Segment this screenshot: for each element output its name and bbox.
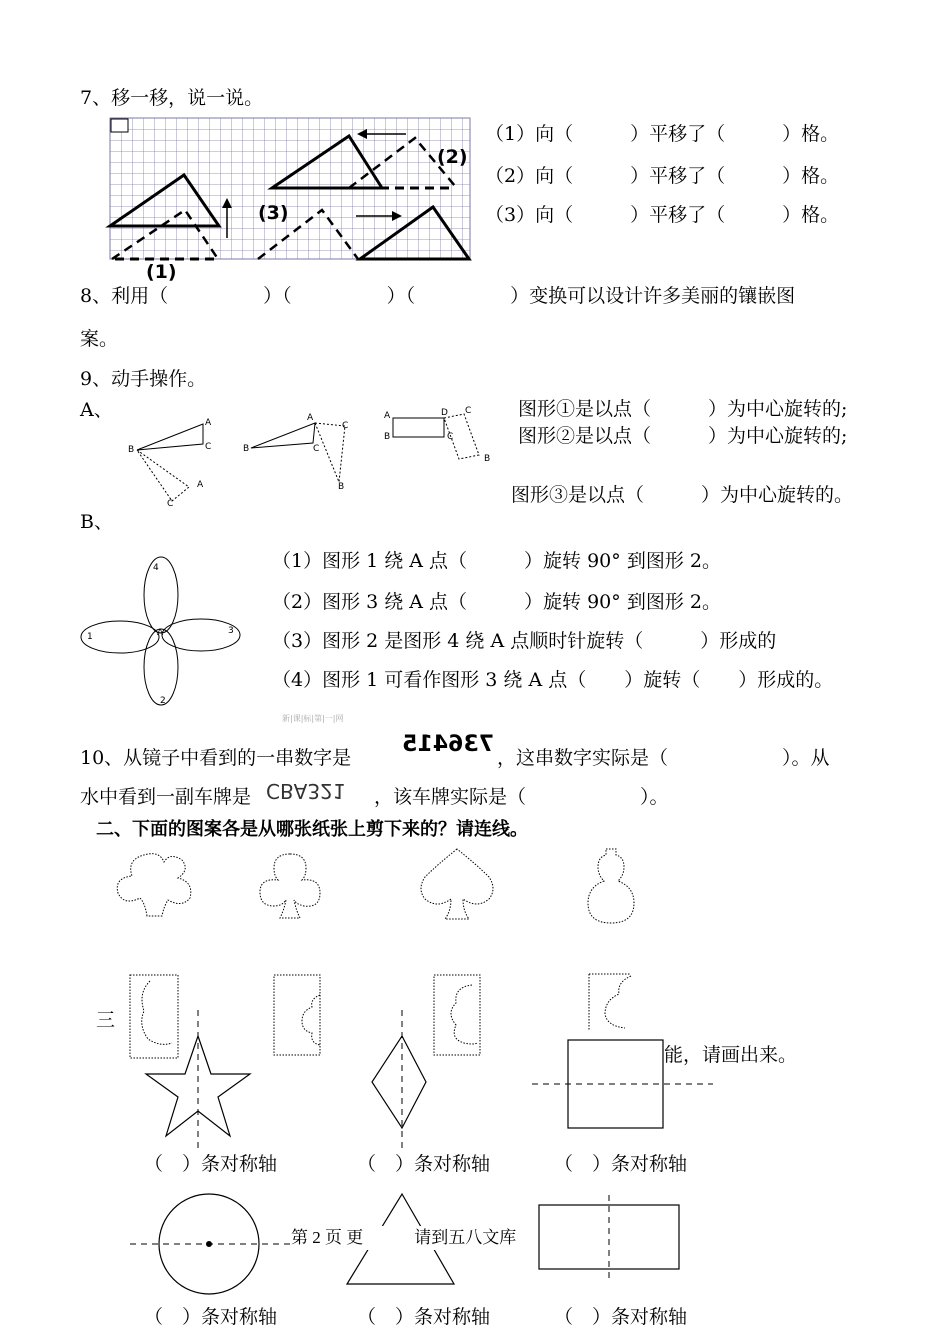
q7-line-3: （3）向（ ）平移了（ ）格。 bbox=[485, 204, 840, 226]
petal-label-2: 2 bbox=[160, 696, 166, 706]
q9-b-line-4: （4）图形 1 可看作图形 3 绕 A 点（ ）旋转（ ）形成的。 bbox=[272, 669, 834, 691]
fig1-label-a2: A bbox=[197, 480, 204, 490]
paper-2 bbox=[272, 973, 327, 1058]
fig1-label-b: B bbox=[128, 445, 135, 455]
axis-label-4: （ ）条对称轴 bbox=[144, 1306, 278, 1328]
rhombus-figure bbox=[365, 1010, 445, 1155]
section-3-title-start: 三 bbox=[96, 1009, 116, 1031]
petal-center-label-a: A bbox=[157, 628, 164, 638]
q9-part-a: A、 bbox=[80, 399, 113, 421]
cut-shape-trefoil bbox=[112, 848, 197, 923]
fig-label-3: (3) bbox=[258, 202, 289, 224]
cut-shape-gourd bbox=[578, 845, 643, 930]
fig1-label-c: C bbox=[205, 442, 212, 452]
rectangle-figure bbox=[535, 1195, 685, 1280]
q7-title: 7、移一移，说一说。 bbox=[80, 87, 264, 109]
section-2-title: 二、下面的图案各是从哪张纸张上剪下来的？请连线。 bbox=[96, 819, 528, 840]
rotation-figure-3 bbox=[380, 405, 500, 475]
q10-line-2-b: ，该车牌实际是（ ）。 bbox=[374, 786, 669, 808]
q9-a-line-3: 图形③是以点（ ）为中心旋转的。 bbox=[511, 484, 854, 506]
fig2-label-c: C bbox=[313, 444, 320, 454]
fig3-label-b2: B bbox=[484, 454, 491, 464]
watermark: 新|课|标|第|一|网 bbox=[282, 714, 344, 723]
axis-label-6: （ ）条对称轴 bbox=[554, 1306, 688, 1328]
mirror-number: 736415 bbox=[402, 732, 494, 757]
q9-a-line-2: 图形②是以点（ ）为中心旋转的; bbox=[518, 425, 848, 447]
fig3-label-c2: C bbox=[465, 406, 472, 416]
fig1-label-a: A bbox=[205, 418, 212, 428]
q9-b-line-2: （2）图形 3 绕 A 点（ ）旋转 90° 到图形 2。 bbox=[272, 591, 721, 613]
page-footer: 第 2 页 更 请到五八文库 bbox=[291, 1226, 516, 1250]
fig2-label-c2: C bbox=[342, 421, 349, 431]
cut-shape-spade bbox=[417, 845, 502, 925]
axis-label-1: （ ）条对称轴 bbox=[144, 1153, 278, 1175]
section-3-title-end: 能，请画出来。 bbox=[664, 1044, 798, 1066]
petal-label-4: 4 bbox=[153, 563, 159, 573]
fig3-label-b: B bbox=[384, 432, 391, 442]
q10-line-1-a: 10、从镜子中看到的一串数字是 bbox=[80, 747, 352, 769]
cut-shape-club bbox=[258, 848, 328, 928]
q9-part-b: B、 bbox=[80, 511, 113, 533]
rotation-figure-2 bbox=[235, 410, 355, 500]
q10-line-2-a: 水中看到一副车牌是 bbox=[80, 786, 252, 808]
fig3-label-d: D bbox=[441, 408, 448, 418]
fig3-label-a: A bbox=[384, 411, 391, 421]
fig2-label-b: B bbox=[243, 444, 250, 454]
fig-label-2: (2) bbox=[437, 146, 468, 168]
q8-line-2: 案。 bbox=[80, 328, 119, 350]
petal-label-3: 3 bbox=[228, 626, 234, 636]
fig2-label-a: A bbox=[307, 413, 314, 423]
q9-b-line-3: （3）图形 2 是图形 4 绕 A 点顺时针旋转（ ）形成的 bbox=[272, 630, 777, 652]
q9-b-line-1: （1）图形 1 绕 A 点（ ）旋转 90° 到图形 2。 bbox=[272, 550, 721, 572]
q7-grid-figure bbox=[110, 118, 480, 263]
petal-label-1: 1 bbox=[87, 632, 93, 642]
fig2-label-b2: B bbox=[338, 482, 345, 492]
circle-figure bbox=[130, 1188, 300, 1308]
rotation-figure-1 bbox=[125, 415, 225, 515]
fig-label-1: (1) bbox=[146, 261, 177, 283]
q8-line-1: 8、利用（ ）（ ）（ ）变换可以设计许多美丽的镶嵌图 bbox=[80, 285, 796, 307]
plate-text: CBA321 bbox=[266, 779, 346, 803]
fig3-label-c: C bbox=[447, 432, 454, 442]
star-figure bbox=[140, 1010, 260, 1155]
q7-line-2: （2）向（ ）平移了（ ）格。 bbox=[485, 165, 840, 187]
q7-line-1: （1）向（ ）平移了（ ）格。 bbox=[485, 123, 840, 145]
axis-label-5: （ ）条对称轴 bbox=[357, 1306, 491, 1328]
axis-label-2: （ ）条对称轴 bbox=[357, 1153, 491, 1175]
square-figure bbox=[530, 1030, 715, 1135]
q9-title: 9、动手操作。 bbox=[80, 368, 207, 390]
q10-line-1-b: ，这串数字实际是（ ）。从 bbox=[497, 747, 830, 769]
axis-label-3: （ ）条对称轴 bbox=[554, 1153, 688, 1175]
fig1-label-c2: C bbox=[167, 499, 174, 509]
q9-a-line-1: 图形①是以点（ ）为中心旋转的; bbox=[518, 398, 848, 420]
